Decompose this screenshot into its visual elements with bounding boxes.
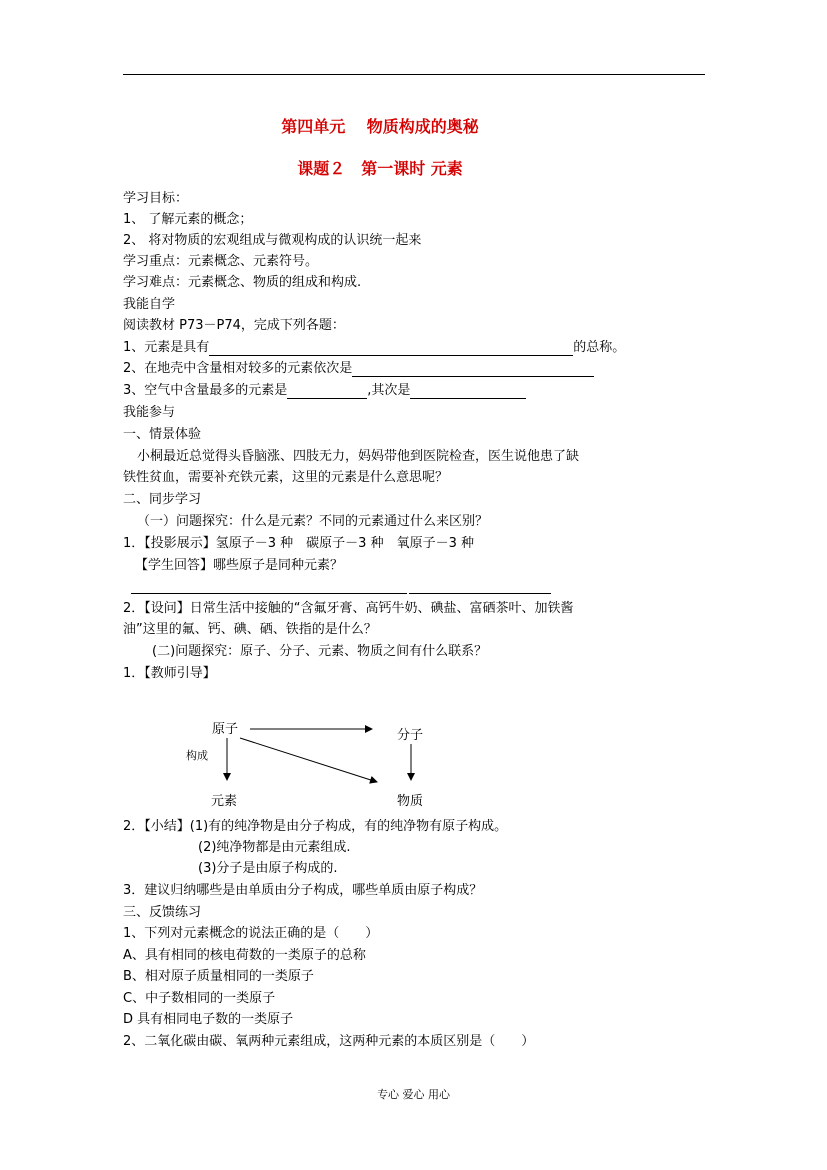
- diagram-molecule: 分子: [397, 728, 424, 743]
- summary-3: (3)分子是由原子构成的.: [198, 861, 338, 876]
- participate-heading: 我能参与: [123, 405, 176, 420]
- summary-1: 2．【小结】(1)有的纯净物是由分子构成，有的纯净物有原子构成。: [123, 819, 508, 834]
- summary-2: (2)纯净物都是由元素组成.: [198, 840, 351, 855]
- exercise-2-question: 2、二氧化碳由碳、氧两种元素组成，这两种元素的本质区别是（ ）: [123, 1034, 535, 1049]
- scenario-line-1: 小桐最近总觉得头昏脑涨、四肢无力，妈妈带他到医院检查，医生说他患了缺: [137, 449, 580, 464]
- inquiry-2: (二)问题探究：原子、分子、元素、物质之间有什么联系？: [152, 644, 488, 659]
- exercise-1-option-a: A、具有相同的核电荷数的一类原子的总称: [123, 948, 366, 963]
- teacher-guide: 1．【教师引导】: [123, 666, 216, 681]
- section-2-heading: 二、同步学习: [123, 492, 202, 507]
- objectives-heading: 学习目标：: [123, 191, 189, 206]
- diagram-substance: 物质: [397, 794, 424, 809]
- reading-task: 阅读教材 P73－P74，完成下列各题：: [123, 318, 345, 333]
- lesson-title: 课题２ 第一课时 元素: [297, 159, 463, 178]
- unit-title: 第四单元 物质构成的奥秘: [281, 117, 479, 136]
- objective-1: 1、 了解元素的概念；: [123, 212, 253, 227]
- q1-prefix: 1、元素是具有: [123, 340, 210, 355]
- exercise-1-option-b: B、相对原子质量相同的一类原子: [123, 969, 314, 984]
- section-1-heading: 一、情景体验: [123, 427, 202, 442]
- scenario-line-2: 铁性贫血，需要补充铁元素，这里的元素是什么意思呢？: [123, 470, 449, 485]
- exercise-1-question: 1、下列对元素概念的说法正确的是（ ）: [123, 926, 379, 941]
- self-study-heading: 我能自学: [123, 297, 176, 312]
- projection: 1．【投影展示】氢原子－3 种 碳原子－3 种 氧原子－3 种: [123, 536, 474, 551]
- suggestion: 3．建议归纳哪些是由单质由分子构成，哪些单质由原子构成？: [123, 883, 483, 898]
- difficulties: 学习难点：元素概念、物质的组成和构成.: [123, 275, 362, 290]
- q1-suffix: 的总称。: [573, 340, 626, 355]
- arrow-atom-to-substance: [240, 738, 377, 782]
- exercise-1-option-c: C、中子数相同的一类原子: [123, 991, 276, 1006]
- question-setup-line-1: 2．【设问】日常生活中接触的“含氟牙膏、高钙牛奶、碘盐、富硒茶叶、加铁酱: [123, 601, 574, 616]
- objective-2: 2、 将对物质的宏观组成与微观构成的认识统一起来: [123, 233, 422, 248]
- inquiry-1: （一）问题探究：什么是元素？不同的元素通过什么来区别？: [137, 514, 489, 529]
- diagram-element: 元素: [211, 794, 238, 809]
- q3-prefix: 3、空气中含量最多的元素是: [123, 383, 288, 398]
- exercise-1-option-d: D 具有相同电子数的一类原子: [123, 1012, 294, 1027]
- q3-middle: ,其次是: [367, 383, 411, 398]
- q2-prefix: 2、在地壳中含量相对较多的元素依次是: [123, 361, 353, 376]
- diagram-atom: 原子: [212, 722, 239, 737]
- section-3-heading: 三、反馈练习: [123, 905, 202, 920]
- question-setup-line-2: 油”这里的氟、钙、碘、硒、铁指的是什么？: [123, 622, 377, 637]
- diagram-compose: 构成: [186, 749, 208, 762]
- page-footer: 专心 爱心 用心: [377, 1088, 450, 1101]
- student-answer: 【学生回答】哪些原子是同种元素？: [135, 558, 344, 573]
- key-points: 学习重点：元素概念、元素符号。: [123, 254, 319, 269]
